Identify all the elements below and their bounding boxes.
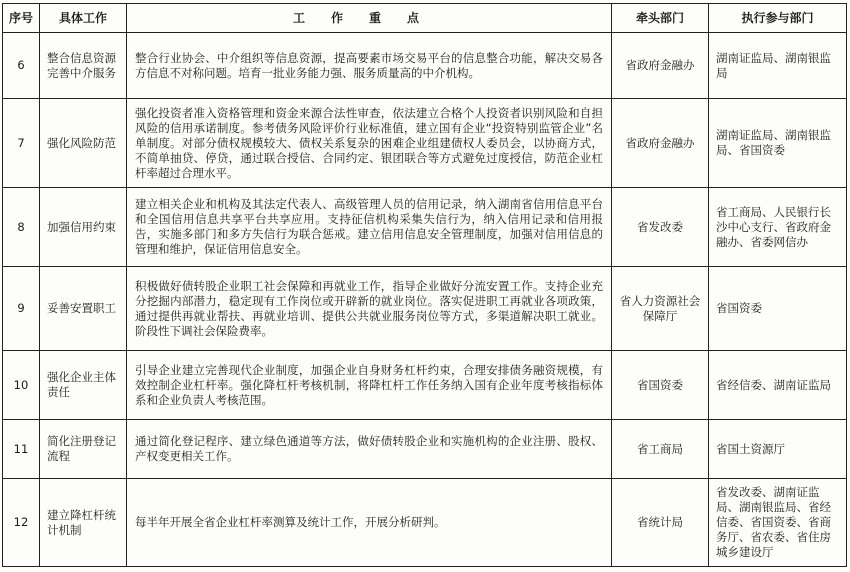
row-focus: 建立相关企业和机构及其法定代表人、高级管理人员的信用记录，纳入湖南省信用信息平台和全国信用信息共享平台共享应用。支持征信机构采集失信行为，纳入信用记录和信用报告，实施多部门和多方失信行为联合惩戒。建立信用信息安全管理制度，加强对信用信息的管理和维护，保证信用信息安全。 [127, 188, 612, 267]
header-task: 具体工作 [40, 4, 127, 33]
row-task: 简化注册登记流程 [40, 420, 127, 479]
row-task: 建立降杠杆统计机制 [40, 479, 127, 567]
table-row [3, 351, 847, 420]
row-lead-dept: 省发改委 [612, 188, 709, 267]
table-row [3, 99, 847, 188]
row-lead-dept: 省人力资源社会保障厅 [612, 267, 709, 351]
row-task: 强化风险防范 [40, 99, 127, 188]
row-focus: 强化投资者准入资格管理和资金来源合法性审查，依法建立合格个人投资者识别风险和自担风险的信用承诺制度。参考债务风险评价行业标准值，建立国有企业“投资特别监管企业”名单制度。对部分债权规模较大、债权关系复杂的困难企业组建债权人委员会，以协商方式，不简单抽贷、停贷，通过联合授信、合同约定、银团联合等方式避免过度授信，防范企业杠杆率超过合理水平。 [127, 99, 612, 188]
row-task: 妥善安置职工 [40, 267, 127, 351]
header-focus: 工作重点 [127, 4, 612, 33]
row-task: 整合信息资源完善中介服务 [40, 33, 127, 99]
row-number: 6 [3, 33, 40, 99]
row-focus: 积极做好债转股企业职工社会保障和再就业工作，指导企业做好分流安置工作。支持企业充分挖掘内部潜力，稳定现有工作岗位或开辟新的就业岗位。落实促进职工再就业各项政策，通过提供再就业帮扶、再就业培训、提供公共就业服务岗位等方式，多渠道解决职工就业。阶段性下调社会保险费率。 [127, 267, 612, 351]
row-number: 10 [3, 351, 40, 420]
row-focus: 引导企业建立完善现代企业制度，加强企业自身财务杠杆约束，合理安排债务融资规模，有效控制企业杠杆率。强化降杠杆考核机制，将降杠杆工作任务纳入国有企业年度考核指标体系和企业负责人考核范围。 [127, 351, 612, 420]
table-row [3, 420, 847, 479]
row-participants: 省经信委、湖南证监局 [709, 351, 847, 420]
table-row [3, 479, 847, 567]
header-no: 序号 [3, 4, 40, 33]
table-row [3, 33, 847, 99]
row-focus: 通过简化登记程序、建立绿色通道等方法，做好债转股企业和实施机构的企业注册、股权、产权变更相关工作。 [127, 420, 612, 479]
table-row [3, 267, 847, 351]
row-participants: 湖南证监局、湖南银监局 [709, 33, 847, 99]
header-row [3, 4, 847, 33]
header-part: 执行参与部门 [709, 4, 847, 33]
row-number: 12 [3, 479, 40, 567]
row-participants: 省工商局、人民银行长沙中心支行、省政府金融办、省委网信办 [709, 188, 847, 267]
row-lead-dept: 省统计局 [612, 479, 709, 567]
row-participants: 省国资委 [709, 267, 847, 351]
row-task: 加强信用约束 [40, 188, 127, 267]
row-participants: 湖南证监局、湖南银监局、省国资委 [709, 99, 847, 188]
row-lead-dept: 省工商局 [612, 420, 709, 479]
row-number: 8 [3, 188, 40, 267]
row-number: 7 [3, 99, 40, 188]
row-participants: 省发改委、湖南证监局、湖南银监局、省经信委、省国资委、省商务厅、省农委、省住房城乡建设厅 [709, 479, 847, 567]
row-focus: 每半年开展全省企业杠杆率测算及统计工作，开展分析研判。 [127, 479, 612, 567]
row-focus: 整合行业协会、中介组织等信息资源，提高要素市场交易平台的信息整合功能，解决交易各方信息不对称问题。培育一批业务能力强、服务质量高的中介机构。 [127, 33, 612, 99]
header-lead: 牵头部门 [612, 4, 709, 33]
row-lead-dept: 省政府金融办 [612, 33, 709, 99]
row-number: 9 [3, 267, 40, 351]
table-row [3, 188, 847, 267]
row-number: 11 [3, 420, 40, 479]
row-lead-dept: 省政府金融办 [612, 99, 709, 188]
row-task: 强化企业主体责任 [40, 351, 127, 420]
work-plan-table [2, 3, 847, 567]
row-participants: 省国土资源厅 [709, 420, 847, 479]
row-lead-dept: 省国资委 [612, 351, 709, 420]
